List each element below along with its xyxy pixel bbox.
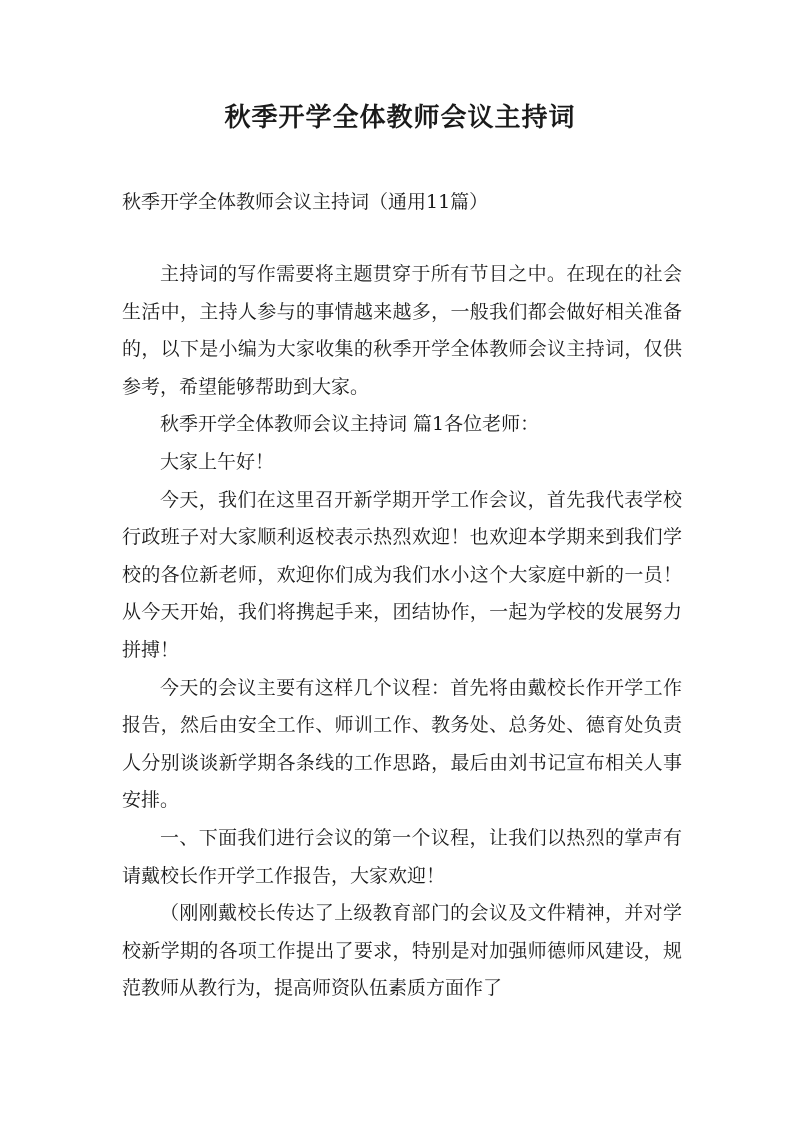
first-item-paragraph: 一、下面我们进行会议的第一个议程，让我们以热烈的掌声有请戴校长作开学工作报告，大家欢迎！ bbox=[122, 826, 682, 887]
intro-paragraph: 主持词的写作需要将主题贯穿于所有节目之中。在现在的社会生活中，主持人参与的事情越来越多，一般我们都会做好相关准备的，以下是小编为大家收集的秋季开学全体教师会议主持词，仅供参考，希望能够帮助到大家。 bbox=[122, 263, 682, 398]
document-subtitle: 秋季开学全体教师会议主持词（通用11篇） bbox=[122, 191, 489, 213]
document-title: 秋季开学全体教师会议主持词 bbox=[224, 103, 576, 133]
greeting-paragraph: 大家上午好！ bbox=[160, 450, 275, 473]
agenda-paragraph: 今天的会议主要有这样几个议程：首先将由戴校长作开学工作报告，然后由安全工作、师训工作、教务处、总务处、德育处负责人分别谈谈新学期各条线的工作思路，最后由刘书记宣布相关人事安排。 bbox=[122, 676, 682, 812]
document-body bbox=[122, 256, 682, 1008]
section-heading-paragraph: 秋季开学全体教师会议主持词 篇1各位老师： bbox=[160, 413, 540, 436]
welcome-paragraph: 今天，我们在这里召开新学期开学工作会议，首先我代表学校行政班子对大家顺利返校表示热烈欢迎！也欢迎本学期来到我们学校的各位新老师，欢迎你们成为我们水小这个大家庭中新的一员！从今天开始，我们将携起手来，团结协作，一起为学校的发展努力拼搏！ bbox=[122, 488, 682, 661]
summary-paragraph: （刚刚戴校长传达了上级教育部门的会议及文件精神，并对学校新学期的各项工作提出了要求，特别是对加强师德师风建设，规范教师从教行为，提高师资队伍素质方面作了 bbox=[122, 902, 682, 1000]
